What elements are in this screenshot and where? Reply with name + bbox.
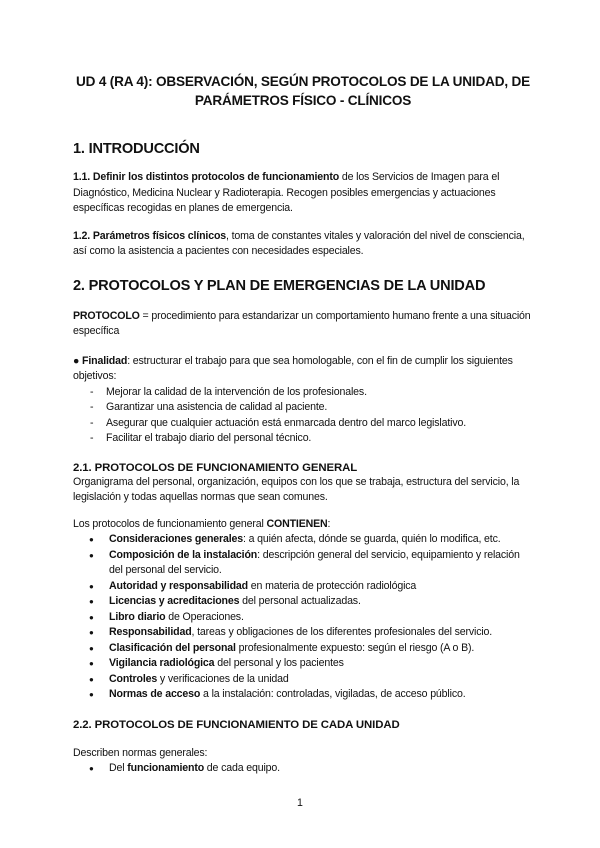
contienen-bold: CONTIENEN (266, 517, 328, 530)
paragraph-1-1 (73, 170, 533, 217)
list-item-bold: Controles (109, 672, 158, 685)
list-item-text: en materia de protección radiológica (248, 579, 417, 592)
protocolo-definition (73, 309, 533, 340)
contienen-list (73, 532, 533, 703)
document-title: UD 4 (RA 4): OBSERVACIÓN, SEGÚN PROTOCOLOS DE LA UNIDAD, DE PARÁMETROS FÍSICO - CLÍNICOS (76, 74, 530, 108)
paragraph-1-1-text: de los Servicios de Imagen para el Diagnóstico, Medicina Nuclear y Radioterapia. Recogen posibles emergencias y actuaciones específicas recogidas en planes de emergencia. (73, 171, 500, 214)
list-item-text: : descripción general del servicio, equipamiento y relación del personal del servicio. (109, 548, 520, 576)
list-item-text: de cada equipo. (204, 762, 280, 774)
list-item-bold: Vigilancia radiológica (109, 657, 215, 669)
list-item (73, 687, 533, 703)
list-item (73, 672, 533, 688)
list-item (73, 656, 533, 672)
list-item-text: del personal actualizadas. (239, 595, 361, 607)
list-item (73, 548, 533, 579)
subsection-heading-2-2: 2.2. PROTOCOLOS DE FUNCIONAMIENTO DE CADA UNIDAD (73, 718, 400, 731)
list-item-text: y verificaciones de la unidad (157, 672, 289, 685)
paragraph-1-2-bold: 1.2. Parámetros físicos clínicos (73, 229, 227, 242)
document-page (73, 72, 533, 777)
paragraph-1-2-text: , toma de constantes vitales y valoración del nivel de consciencia, así como la asistencia a pacientes con necesidades especiales. (73, 229, 525, 257)
objetivos-list (73, 385, 533, 447)
list-item-bold: Licencias y acreditaciones (109, 595, 240, 607)
list-item-text: del personal y los pacientes (214, 657, 344, 669)
protocolo-bold: PROTOCOLO (73, 309, 140, 322)
protocolo-text: = procedimiento para estandarizar un comportamiento humano frente a una situación específica (73, 309, 531, 337)
contienen-post: : (327, 517, 331, 530)
list-item: - Facilitar el trabajo diario del personal técnico. (73, 431, 533, 447)
list-item-bold: Clasificación del personal (109, 641, 236, 654)
list-item (73, 532, 533, 548)
finalidad-text: : estructurar el trabajo para que sea homologable, con el fin de cumplir los siguientes objetivos: (73, 354, 513, 382)
list-item-bold: Autoridad y responsabilidad (109, 579, 248, 592)
list-item-bold: Composición de la instalación (109, 548, 258, 561)
list-item: - Mejorar la calidad de la intervención de los profesionales. (73, 385, 533, 401)
list-item: - Garantizar una asistencia de calidad al paciente. (73, 400, 533, 416)
list-item-bold: funcionamiento (127, 762, 205, 774)
finalidad-paragraph (73, 354, 533, 385)
paragraph-1-1-bold: 1.1. Definir los distintos protocolos de funcionamiento (73, 171, 340, 183)
list-item (73, 594, 533, 610)
subsection-2-1-intro: Organigrama del personal, organización, equipos con los que se trabaja, estructura del servicio, la legislación y todas aquellas normas que sean comunes. (73, 475, 520, 503)
list-item (73, 610, 533, 626)
contienen-paragraph (73, 517, 533, 533)
list-item-text: : a quién afecta, dónde se guarda, quién lo modifica, etc. (243, 533, 501, 545)
normas-list (73, 761, 533, 777)
list-item (73, 625, 533, 641)
contienen-pre: Los protocolos de funcionamiento general (73, 517, 267, 530)
list-item-text: a la instalación: controladas, vigiladas, de acceso público. (200, 688, 466, 700)
finalidad-bold: ● Finalidad (73, 354, 128, 367)
subsection-heading-2-1: 2.1. PROTOCOLOS DE FUNCIONAMIENTO GENERAL (73, 461, 358, 474)
list-item-bold: Libro diario (109, 610, 166, 623)
list-item: - Asegurar que cualquier actuación está enmarcada dentro del marco legislativo. (73, 416, 533, 432)
section-heading-protocolos: 2. PROTOCOLOS Y PLAN DE EMERGENCIAS DE LA UNIDAD (73, 277, 486, 294)
subsection-2-2-intro: Describen normas generales: (73, 746, 208, 759)
page-number: 1 (297, 797, 303, 809)
list-item-bold: Consideraciones generales (109, 533, 244, 545)
list-item-bold: Responsabilidad (109, 626, 192, 638)
list-item (73, 761, 533, 777)
list-item-text: profesionalmente expuesto: según el riesgo (A o B). (235, 641, 475, 654)
list-item-text: , tareas y obligaciones de los diferentes profesionales del servicio. (191, 626, 493, 638)
list-item (73, 579, 533, 595)
section-heading-introduccion: 1. INTRODUCCIÓN (73, 141, 200, 157)
list-item-pre: Del (109, 762, 128, 774)
list-item-bold: Normas de acceso (109, 688, 201, 700)
paragraph-1-2 (73, 229, 533, 260)
list-item-text: de Operaciones. (165, 610, 244, 623)
list-item (73, 641, 533, 657)
